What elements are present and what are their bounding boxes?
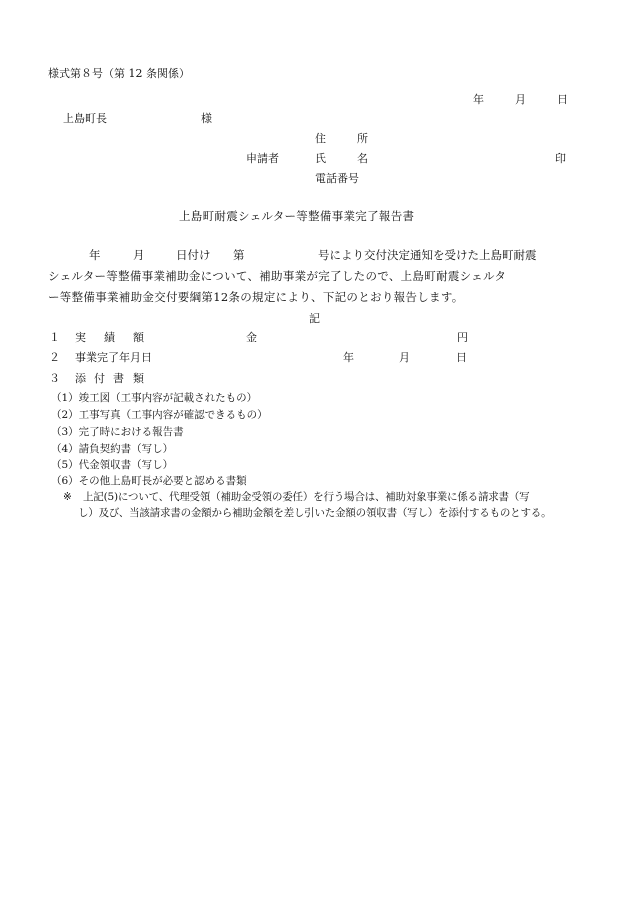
note-line2: し）及び、当該請求書の金額から補助金額を差し引いた金額の領収書（写し）を添付するものとする。 [78,507,552,519]
body-dated: 日付け [176,248,211,262]
item1-label-2: 績 [104,331,115,344]
body-no-prefix: 第 [233,248,245,262]
address-label-2: 所 [357,132,368,145]
body-line2: シェルター等整備事業補助金について、補助事業が完了したので、上島町耐震シェルタ [48,269,507,283]
item2-label: 事業完了年月日 [75,351,152,364]
attachment-item: （6）その他上島町長が必要と認める書類 [51,475,247,487]
item3-label-3: 書 [113,372,124,385]
item3-label-1: 添 [75,372,86,385]
date-day-label: 日 [557,93,568,106]
body-year: 年 [89,248,101,262]
attachment-item: （2）工事写真（工事内容が確認できるもの） [51,409,268,421]
name-label-2: 名 [357,152,368,165]
item3-number: ３ [49,372,60,385]
item1-label-3: 額 [133,331,144,344]
phone-label: 電話番号 [315,172,359,185]
ki-heading: 記 [309,312,320,325]
body-month: 月 [133,248,145,262]
body-line1-rest: 号により交付決定通知を受けた上島町耐震 [318,248,537,262]
date-year-label: 年 [473,93,484,106]
attachment-item: （3）完了時における報告書 [51,426,184,438]
attachment-item: （5）代金領収書（写し） [51,459,174,471]
note-line1: 上記(5)について、代理受領（補助金受領の委任）を行う場合は、補助対象事業に係る請求書（写 [83,491,530,503]
item1-currency-suffix: 円 [457,331,468,344]
name-label-1: 氏 [315,152,326,165]
addressee-name: 上島町長 [63,112,107,125]
item2-day: 日 [456,351,467,364]
applicant-label: 申請者 [246,152,279,165]
document-title: 上島町耐震シェルター等整備事業完了報告書 [179,209,415,223]
item2-year: 年 [343,351,354,364]
body-line3: ー等整備事業補助金交付要綱第12条の規定により、下記のとおり報告します。 [48,290,464,304]
address-label-1: 住 [315,132,326,145]
item1-number: １ [49,331,60,344]
seal-mark: 印 [555,152,566,165]
item1-label-1: 実 [75,331,86,344]
item2-month: 月 [399,351,410,364]
attachment-item: （1）竣工図（工事内容が記載されたもの） [51,392,258,404]
item3-label-4: 類 [133,372,144,385]
addressee-honorific: 様 [201,112,212,125]
attachment-item: （4）請負契約書（写し） [51,443,174,455]
form-number: 様式第８号（第 12 条関係） [48,67,190,80]
note-mark: ※ [63,491,72,503]
date-month-label: 月 [515,93,526,106]
item2-number: ２ [49,351,60,364]
item1-currency-prefix: 金 [246,331,257,344]
item3-label-2: 付 [94,372,105,385]
